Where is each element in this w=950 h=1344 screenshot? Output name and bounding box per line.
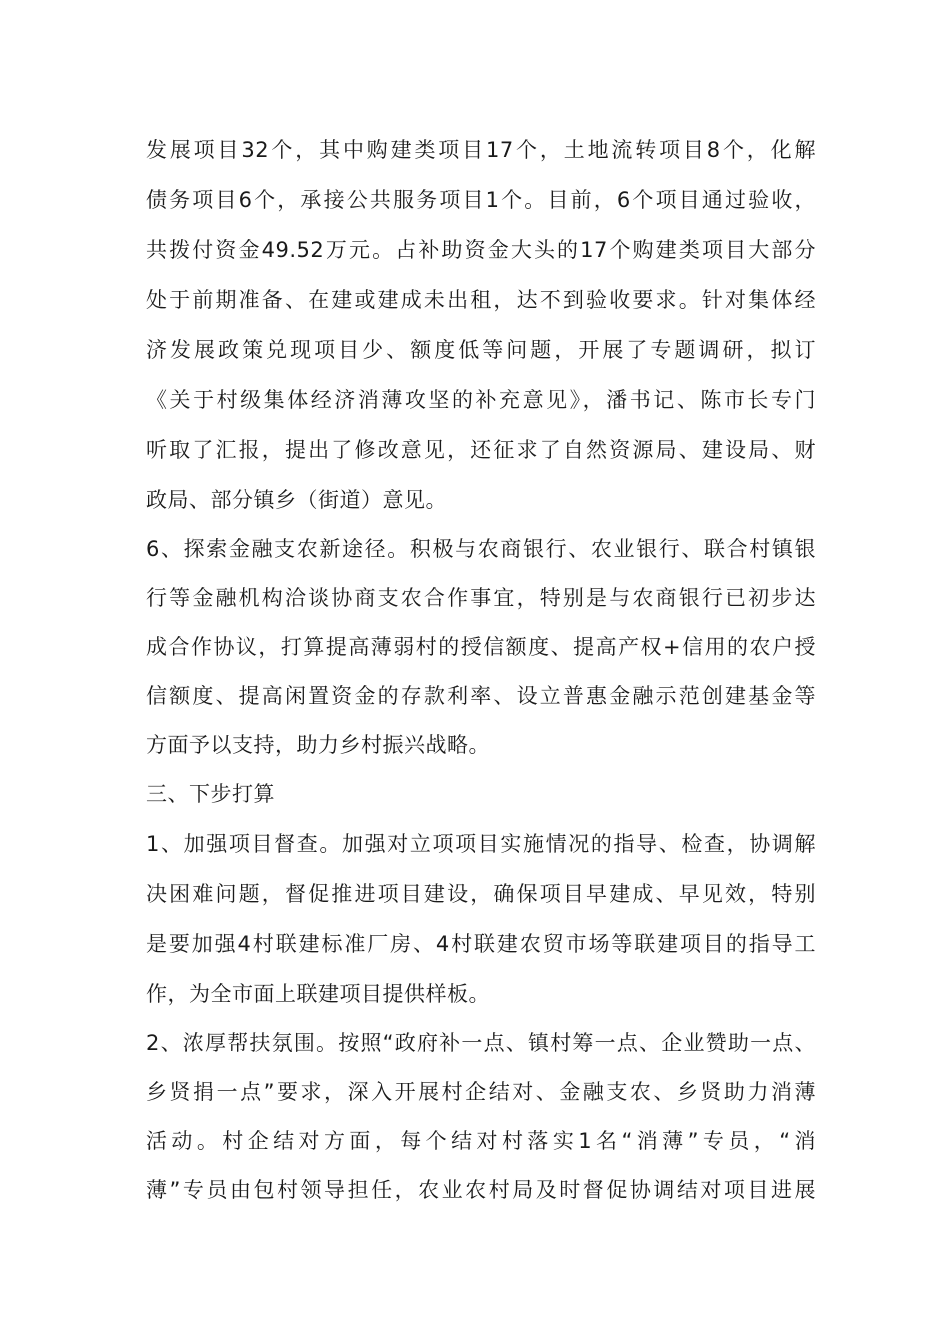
text-line: 活动。村企结对方面，每个结对村落实1名“消薄”专员，“消 bbox=[146, 1129, 816, 1153]
text-line: 共拨付资金49.52万元。占补助资金大头的17个购建类项目大部分 bbox=[146, 238, 816, 262]
text-line: 薄”专员由包村领导担任，农业农村局及时督促协调结对项目进展 bbox=[146, 1178, 816, 1202]
text-line: 债务项目6个，承接公共服务项目1个。目前，6个项目通过验收， bbox=[146, 188, 816, 212]
text-line: 《关于村级集体经济消薄攻坚的补充意见》，潘书记、陈市长专门 bbox=[146, 388, 816, 412]
text-line: 济发展政策兑现项目少、额度低等问题，开展了专题调研，拟订 bbox=[146, 338, 816, 362]
text-line: 发展项目32个，其中购建类项目17个，土地流转项目8个，化解 bbox=[146, 138, 816, 162]
text-line: 决困难问题，督促推进项目建设，确保项目早建成、早见效，特别 bbox=[146, 882, 816, 906]
text-line: 作，为全市面上联建项目提供样板。 bbox=[146, 982, 490, 1006]
section-heading: 三、下步打算 bbox=[146, 782, 275, 806]
text-line: 成合作协议，打算提高薄弱村的授信额度、提高产权+信用的农户授 bbox=[146, 635, 816, 659]
text-line: 乡贤捐一点”要求，深入开展村企结对、金融支农、乡贤助力消薄 bbox=[146, 1080, 816, 1104]
text-line: 信额度、提高闲置资金的存款利率、设立普惠金融示范创建基金等 bbox=[146, 684, 816, 708]
text-line: 1、加强项目督查。加强对立项项目实施情况的指导、检查，协调解 bbox=[146, 832, 816, 856]
text-line: 处于前期准备、在建或建成未出租，达不到验收要求。针对集体经 bbox=[146, 288, 816, 312]
text-line: 行等金融机构洽谈协商支农合作事宜，特别是与农商银行已初步达 bbox=[146, 586, 816, 610]
text-line: 听取了汇报，提出了修改意见，还征求了自然资源局、建设局、财 bbox=[146, 438, 816, 462]
text-line: 6、探索金融支农新途径。积极与农商银行、农业银行、联合村镇银 bbox=[146, 537, 816, 561]
text-line: 2、浓厚帮扶氛围。按照“政府补一点、镇村筹一点、企业赞助一点、 bbox=[146, 1031, 816, 1055]
text-line: 方面予以支持，助力乡村振兴战略。 bbox=[146, 733, 490, 757]
text-line: 政局、部分镇乡（街道）意见。 bbox=[146, 488, 447, 512]
text-line: 是要加强4村联建标准厂房、4村联建农贸市场等联建项目的指导工 bbox=[146, 932, 816, 956]
